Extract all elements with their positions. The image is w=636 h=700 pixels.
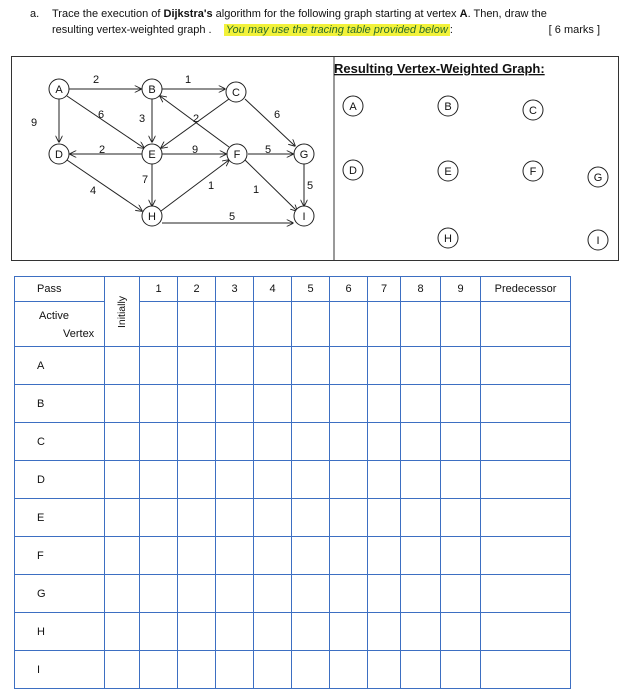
- cell[interactable]: [441, 613, 481, 651]
- start-vertex: A: [459, 8, 468, 20]
- cell[interactable]: [254, 302, 292, 347]
- pass-header-5: 5: [292, 277, 330, 302]
- edge-c-g: [245, 99, 295, 146]
- node-b: [142, 79, 162, 99]
- cell[interactable]: [441, 651, 481, 689]
- row-label-f: F: [15, 537, 105, 575]
- cell[interactable]: [368, 575, 401, 613]
- cell[interactable]: [140, 613, 178, 651]
- result-node-a: [343, 96, 363, 116]
- row-label-h: H: [15, 613, 105, 651]
- row-label-d: D: [15, 461, 105, 499]
- node-d: [49, 144, 69, 164]
- pass-header-3: 3: [216, 277, 254, 302]
- result-node-i: [588, 230, 608, 250]
- cell[interactable]: [105, 423, 140, 461]
- weight-c-g: 6: [274, 109, 281, 121]
- tracing-table: [14, 276, 571, 689]
- cell[interactable]: [178, 347, 216, 385]
- cell[interactable]: [401, 651, 441, 689]
- cell[interactable]: [178, 302, 216, 347]
- cell[interactable]: [368, 302, 401, 347]
- weight-f-g: 5: [265, 144, 272, 156]
- cell[interactable]: [481, 461, 571, 499]
- result-node-b: [438, 96, 458, 116]
- result-node-d: [343, 160, 363, 180]
- svg-text:B: B: [148, 84, 156, 96]
- active-vertex-row: [15, 302, 571, 347]
- cell[interactable]: [140, 385, 178, 423]
- svg-text:A: A: [349, 101, 357, 113]
- cell[interactable]: [441, 423, 481, 461]
- cell[interactable]: [441, 499, 481, 537]
- cell[interactable]: [178, 461, 216, 499]
- edge-d-h: [67, 160, 142, 211]
- cell[interactable]: [140, 499, 178, 537]
- row-label-a: A: [15, 347, 105, 385]
- cell[interactable]: [216, 613, 254, 651]
- svg-text:H: H: [148, 211, 156, 223]
- cell[interactable]: [140, 537, 178, 575]
- cell[interactable]: [105, 575, 140, 613]
- pass-header-2: 2: [178, 277, 216, 302]
- cell[interactable]: [178, 613, 216, 651]
- cell[interactable]: [105, 499, 140, 537]
- cell[interactable]: [368, 651, 401, 689]
- cell[interactable]: [368, 347, 401, 385]
- cell[interactable]: [216, 537, 254, 575]
- row-label-e: E: [15, 499, 105, 537]
- row-label-b: B: [15, 385, 105, 423]
- cell[interactable]: [481, 613, 571, 651]
- cell[interactable]: [481, 385, 571, 423]
- weight-a-d: 9: [31, 117, 38, 129]
- cell[interactable]: [441, 302, 481, 347]
- cell[interactable]: [105, 537, 140, 575]
- cell[interactable]: [441, 575, 481, 613]
- cell[interactable]: [330, 347, 368, 385]
- weight-d-h: 4: [90, 185, 97, 197]
- cell[interactable]: [178, 385, 216, 423]
- cell[interactable]: [216, 385, 254, 423]
- cell[interactable]: [330, 499, 368, 537]
- table-row: [15, 385, 571, 423]
- cell[interactable]: [401, 575, 441, 613]
- result-node-h: [438, 228, 458, 248]
- cell[interactable]: [140, 302, 178, 347]
- node-e: [142, 144, 162, 164]
- cell[interactable]: [140, 575, 178, 613]
- pass-header-1: 1: [140, 277, 178, 302]
- graph-nodes: [49, 79, 314, 226]
- cell[interactable]: [216, 499, 254, 537]
- cell[interactable]: [254, 537, 292, 575]
- cell[interactable]: [178, 651, 216, 689]
- result-node-e: [438, 161, 458, 181]
- cell[interactable]: [292, 537, 330, 575]
- table-row: [15, 499, 571, 537]
- svg-text:E: E: [148, 149, 156, 161]
- cell[interactable]: [254, 651, 292, 689]
- result-node-g: [588, 167, 608, 187]
- svg-text:G: G: [299, 149, 309, 161]
- graph-edges: [59, 89, 304, 223]
- cell[interactable]: [216, 651, 254, 689]
- cell[interactable]: [105, 461, 140, 499]
- svg-text:I: I: [596, 235, 600, 247]
- table-row: [15, 613, 571, 651]
- svg-text:D: D: [349, 165, 357, 177]
- row-label-g: G: [15, 575, 105, 613]
- weight-e-h: 7: [142, 174, 149, 186]
- cell[interactable]: [481, 302, 571, 347]
- svg-text:E: E: [444, 166, 452, 178]
- table-row: [15, 347, 571, 385]
- node-i: [294, 206, 314, 226]
- svg-text:C: C: [232, 87, 240, 99]
- cell[interactable]: [368, 537, 401, 575]
- cell[interactable]: [254, 385, 292, 423]
- cell[interactable]: [254, 347, 292, 385]
- question-letter: a.: [30, 8, 40, 20]
- pass-header-8: 8: [401, 277, 441, 302]
- svg-text:F: F: [529, 166, 537, 178]
- node-a: [49, 79, 69, 99]
- cell[interactable]: [178, 423, 216, 461]
- cell[interactable]: [216, 461, 254, 499]
- cell[interactable]: [330, 423, 368, 461]
- result-node-f: [523, 161, 543, 181]
- cell[interactable]: [368, 499, 401, 537]
- node-f: [227, 144, 247, 164]
- cell[interactable]: [140, 423, 178, 461]
- marks-label: [ 6 marks ]: [548, 24, 600, 36]
- highlighted-instruction: You may use the tracing table provided below: [225, 24, 448, 36]
- svg-text:B: B: [444, 101, 452, 113]
- cell[interactable]: [254, 461, 292, 499]
- table-header-row: [15, 277, 571, 302]
- cell[interactable]: [441, 347, 481, 385]
- node-c: [226, 82, 246, 102]
- svg-text:I: I: [302, 211, 306, 223]
- cell[interactable]: [292, 423, 330, 461]
- row-label-c: C: [15, 423, 105, 461]
- cell[interactable]: [441, 537, 481, 575]
- table-row: [15, 537, 571, 575]
- table-row: [15, 575, 571, 613]
- cell[interactable]: [330, 385, 368, 423]
- pass-header-7: 7: [368, 277, 401, 302]
- cell[interactable]: [401, 423, 441, 461]
- svg-text:C: C: [529, 105, 537, 117]
- weight-f-i: 1: [253, 184, 260, 196]
- row-label-i: I: [15, 651, 105, 689]
- cell[interactable]: [216, 423, 254, 461]
- result-node-c: [523, 100, 543, 120]
- pass-header-9: 9: [441, 277, 481, 302]
- cell[interactable]: [401, 461, 441, 499]
- cell[interactable]: [481, 651, 571, 689]
- weight-b-e: 3: [139, 113, 146, 125]
- weight-g-i: 5: [307, 180, 314, 192]
- cell[interactable]: [330, 575, 368, 613]
- weight-b-c: 1: [185, 74, 192, 86]
- cell[interactable]: [481, 499, 571, 537]
- edge-h-f: [161, 160, 229, 211]
- svg-text:A: A: [55, 84, 63, 96]
- pass-header-6: 6: [330, 277, 368, 302]
- weight-a-b: 2: [93, 74, 100, 86]
- pass-header: Pass: [15, 277, 105, 302]
- cell[interactable]: [330, 537, 368, 575]
- cell[interactable]: [401, 499, 441, 537]
- predecessor-header: Predecessor: [481, 277, 571, 302]
- figure-border: [12, 57, 619, 261]
- edge-weights: [31, 74, 313, 223]
- svg-text:G: G: [593, 172, 603, 184]
- cell[interactable]: [254, 575, 292, 613]
- cell[interactable]: [481, 575, 571, 613]
- cell[interactable]: [441, 461, 481, 499]
- cell[interactable]: [401, 302, 441, 347]
- table-row: [15, 651, 571, 689]
- node-g: [294, 144, 314, 164]
- edge-a-e: [67, 96, 144, 148]
- cell[interactable]: [481, 423, 571, 461]
- weight-e-d: 2: [99, 144, 106, 156]
- cell[interactable]: [292, 613, 330, 651]
- cell[interactable]: [368, 423, 401, 461]
- cell[interactable]: [216, 575, 254, 613]
- svg-text:H: H: [444, 233, 452, 245]
- table-row: [15, 461, 571, 499]
- cell[interactable]: [292, 302, 330, 347]
- cell[interactable]: [481, 347, 571, 385]
- cell[interactable]: [292, 347, 330, 385]
- algorithm-name: Dijkstra's: [163, 8, 213, 20]
- cell[interactable]: [401, 613, 441, 651]
- pass-header-4: 4: [254, 277, 292, 302]
- weight-h-i: 5: [229, 211, 236, 223]
- cell[interactable]: [481, 537, 571, 575]
- cell[interactable]: [140, 651, 178, 689]
- cell[interactable]: [140, 347, 178, 385]
- weight-c-e: 2: [193, 113, 200, 125]
- cell[interactable]: [292, 385, 330, 423]
- result-panel-title: Resulting Vertex-Weighted Graph:: [334, 61, 545, 76]
- cell[interactable]: [330, 613, 368, 651]
- cell[interactable]: [401, 537, 441, 575]
- node-h: [142, 206, 162, 226]
- cell[interactable]: [254, 613, 292, 651]
- cell[interactable]: [330, 461, 368, 499]
- cell[interactable]: [292, 575, 330, 613]
- weight-a-e: 6: [98, 109, 105, 121]
- cell[interactable]: [330, 302, 368, 347]
- cell[interactable]: [254, 423, 292, 461]
- cell[interactable]: [368, 385, 401, 423]
- cell[interactable]: [368, 613, 401, 651]
- initially-header: Initially: [105, 277, 140, 347]
- cell[interactable]: [178, 499, 216, 537]
- weight-e-f: 9: [192, 144, 199, 156]
- cell[interactable]: [105, 347, 140, 385]
- cell[interactable]: [292, 499, 330, 537]
- svg-text:F: F: [233, 149, 241, 161]
- cell[interactable]: [105, 385, 140, 423]
- svg-text:D: D: [55, 149, 63, 161]
- cell[interactable]: [254, 499, 292, 537]
- cell[interactable]: [368, 461, 401, 499]
- cell[interactable]: [401, 347, 441, 385]
- table-row: [15, 423, 571, 461]
- cell[interactable]: [178, 537, 216, 575]
- cell[interactable]: [441, 385, 481, 423]
- cell[interactable]: [216, 302, 254, 347]
- weight-h-f: 1: [208, 180, 215, 192]
- active-vertex-header: Active Vertex: [15, 302, 105, 347]
- cell[interactable]: [105, 651, 140, 689]
- cell[interactable]: [292, 651, 330, 689]
- graph-figure: [11, 56, 619, 261]
- cell[interactable]: [178, 575, 216, 613]
- cell[interactable]: [292, 461, 330, 499]
- result-nodes: [343, 96, 608, 250]
- cell[interactable]: [401, 385, 441, 423]
- cell[interactable]: [216, 347, 254, 385]
- cell[interactable]: [330, 651, 368, 689]
- cell[interactable]: [140, 461, 178, 499]
- cell[interactable]: [105, 613, 140, 651]
